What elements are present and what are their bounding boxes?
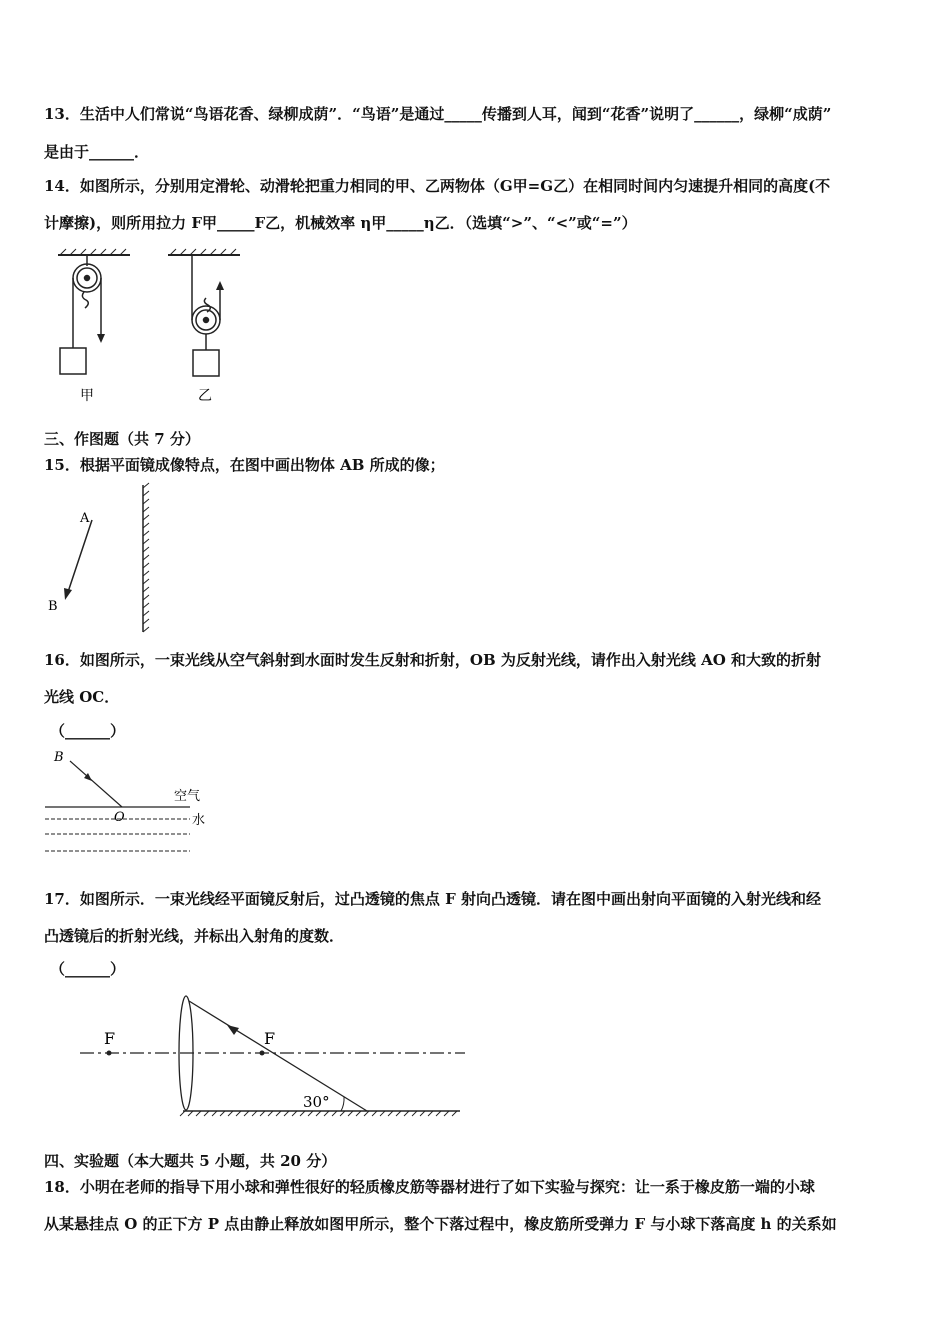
angle-label: 30° bbox=[303, 1093, 330, 1111]
q16-line1: 16．如图所示，一束光线从空气斜射到水面时发生反射和折射，OB 为反射光线，请作出入射光线 AO 和大致的折射 bbox=[44, 651, 821, 669]
q17-answer-blank[interactable]: （______） bbox=[50, 960, 126, 978]
q13-line2: 是由于______． bbox=[44, 143, 150, 161]
q14-line1: 14．如图所示，分别用定滑轮、动滑轮把重力相同的甲、乙两物体（G甲=G乙）在相同时间内匀速提升相同的高度(不 bbox=[44, 177, 831, 195]
mirror-figure bbox=[40, 480, 170, 640]
q16-answer-blank[interactable]: （______） bbox=[50, 722, 126, 740]
q17-line1: 17．如图所示．一束光线经平面镜反射后，过凸透镜的焦点 F 射向凸透镜．请在图中画出射向平面镜的入射光线和经 bbox=[44, 890, 821, 908]
q14-line2: 计摩擦)，则所用拉力 F甲_____F乙，机械效率 η甲_____η乙．（选填“>”、“<”或“=”） bbox=[44, 214, 637, 232]
label-water: 水 bbox=[192, 813, 206, 828]
reflection-figure bbox=[40, 745, 220, 860]
fixed-pulley bbox=[58, 249, 130, 374]
object-ab-arrow bbox=[64, 520, 92, 600]
q18-line1: 18．小明在老师的指导下用小球和弹性很好的轻质橡皮筋等器材进行了如下实验与探究：让一系于橡皮筋一端的小球 bbox=[44, 1178, 815, 1196]
section3-title: 三、作图题（共 7 分） bbox=[44, 430, 200, 448]
label-b: B bbox=[48, 599, 58, 614]
q15-line1: 15．根据平面镜成像特点，在图中画出物体 AB 所成的像； bbox=[44, 456, 445, 474]
plane-mirror bbox=[143, 483, 149, 632]
focal-point-left bbox=[107, 1051, 112, 1056]
angle-arc bbox=[341, 1097, 344, 1111]
movable-pulley bbox=[168, 249, 240, 376]
section4-title: 四、实验题（本大题共 5 小题，共 20 分） bbox=[44, 1152, 337, 1170]
reflected-ray bbox=[189, 1001, 367, 1111]
q16-line2: 光线 OC． bbox=[44, 688, 120, 706]
q17-line2: 凸透镜后的折射光线，并标出入射角的度数． bbox=[44, 927, 345, 945]
label-air: 空气 bbox=[174, 789, 201, 804]
label-f-right: F bbox=[264, 1029, 276, 1048]
label-o: O bbox=[114, 810, 125, 825]
label-yi: 乙 bbox=[198, 388, 212, 404]
q18-line2: 从某悬挂点 O 的正下方 P 点由静止释放如图甲所示，整个下落过程中，橡皮筋所受弹力 F 与小球下落高度 h 的关系如 bbox=[44, 1215, 837, 1233]
label-b: B bbox=[54, 750, 64, 765]
focal-point-right bbox=[260, 1051, 265, 1056]
lens-mirror-figure bbox=[75, 990, 475, 1125]
reflected-ray-ob bbox=[70, 761, 122, 807]
pulley-figure bbox=[50, 248, 250, 408]
label-a: A bbox=[80, 511, 90, 526]
label-f-left: F bbox=[104, 1029, 116, 1048]
plane-mirror-bottom bbox=[180, 1111, 460, 1116]
q13-line1: 13．生活中人们常说“鸟语花香、绿柳成荫”．“鸟语”是通过_____传播到人耳，闻到“花香”说明了______，绿柳“成荫” bbox=[44, 105, 832, 123]
label-jia: 甲 bbox=[80, 388, 94, 404]
